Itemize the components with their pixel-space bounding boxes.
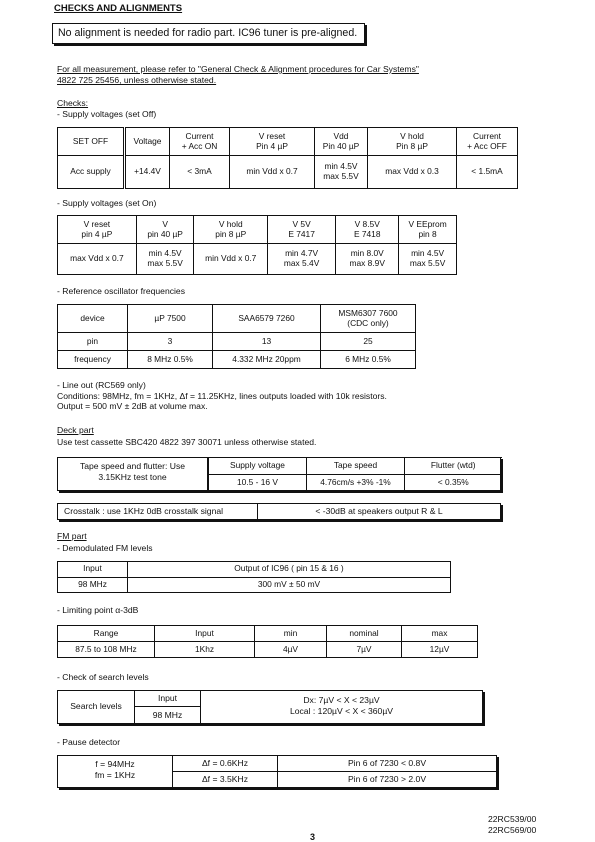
checks-heading: Checks: [57, 98, 89, 108]
header-cell: SET OFF [58, 128, 125, 156]
tape-label-cell: Tape speed and flutter: Use 3.15KHz test tone [58, 458, 208, 490]
deck-note: Use test cassette SBC420 4822 397 30071 unless otherwise stated. [57, 437, 317, 447]
crosstalk-box [57, 503, 501, 520]
header-cell: V 5V E 7417 [267, 216, 335, 244]
table-row [58, 351, 416, 369]
demod-table [57, 561, 451, 593]
table-cell: device [58, 305, 128, 333]
table-row [58, 156, 518, 189]
table-row [58, 333, 416, 351]
table-cell: min 4.5V max 5.5V [399, 244, 457, 275]
search-input-value: 98 MHz [135, 707, 201, 723]
header-cell: Voltage [125, 128, 170, 156]
table-cell: Acc supply [58, 156, 125, 189]
pause-result-2: Pin 6 of 7230 > 2.0V [347, 774, 427, 784]
supply-on-label: - Supply voltages (set On) [57, 198, 157, 208]
pause-label: - Pause detector [57, 737, 121, 747]
table-cell: 98 MHz [58, 577, 128, 593]
table-row [58, 244, 457, 275]
table-row [58, 642, 478, 658]
supply-off-label: - Supply voltages (set Off) [57, 109, 157, 119]
search-label: - Check of search levels [57, 672, 149, 682]
pause-conditions: f = 94MHz fm = 1KHz [58, 756, 173, 787]
table-cell: 3 [128, 333, 213, 351]
header-cell: Flutter (wtd) [405, 458, 502, 475]
model-numbers [488, 814, 536, 835]
limiting-label: - Limiting point α-3dB [57, 605, 139, 615]
alignment-notice: No alignment is needed for radio part. IC96 tuner is pre-aligned. [52, 23, 365, 44]
header-cell: Current + Acc ON [170, 128, 230, 156]
tape-table [57, 457, 501, 491]
line-out-section [57, 380, 387, 412]
search-levels-values [201, 695, 482, 716]
deck-heading: Deck part [57, 425, 94, 435]
table-cell: min Vdd x 0.7 [194, 244, 268, 275]
search-dx: Dx: 7µV < X < 23µV [303, 695, 380, 705]
table-cell: 6 MHz 0.5% [321, 351, 416, 369]
table-cell: max Vdd x 0.3 [368, 156, 457, 189]
header-cell: nominal [327, 626, 402, 642]
line-out-conditions: Conditions: 98MHz, fm = 1KHz, Δf = 11.25KHz, lines outputs loaded with 10k resistors. [57, 390, 387, 401]
header-cell: Supply voltage [209, 458, 307, 475]
header-cell: V hold pin 8 µP [194, 216, 268, 244]
header-cell: Output of IC96 ( pin 15 & 16 ) [128, 562, 451, 578]
pause-table [57, 755, 497, 788]
table-cell: 4µV [255, 642, 327, 658]
table-cell: 12µV [402, 642, 478, 658]
intro-text [57, 64, 419, 85]
intro-line-2: 4822 725 25456, unless otherwise stated. [57, 74, 217, 85]
header-cell: Input [58, 562, 128, 578]
search-row-label: Search levels [58, 691, 135, 723]
table-cell: +14.4V [125, 156, 170, 189]
table-header-row [209, 458, 502, 475]
crosstalk-label: Crosstalk : use 1KHz 0dB crosstalk signal [58, 504, 258, 519]
intro-line-1: For all measurement, please refer to "General Check & Alignment procedures for Car Systems" [57, 64, 419, 74]
header-cell: V reset pin 4 µP [58, 216, 137, 244]
pause-result-1: Pin 6 of 7230 < 0.8V [278, 756, 496, 772]
table-header-row [58, 562, 451, 578]
line-out-label: - Line out (RC569 only) [57, 380, 146, 390]
table-cell: 4.76cm/s +3% -1% [307, 475, 405, 491]
table-cell: 7µV [327, 642, 402, 658]
header-cell: Current + Acc OFF [457, 128, 518, 156]
fm-heading: FM part [57, 531, 87, 541]
table-cell: min 8.0V max 8.9V [336, 244, 399, 275]
table-cell: 87.5 to 108 MHz [58, 642, 155, 658]
table-cell: 10.5 - 16 V [209, 475, 307, 491]
table-cell: < 1.5mA [457, 156, 518, 189]
model-number: 22RC569/00 [488, 824, 537, 835]
demod-label: - Demodulated FM levels [57, 543, 153, 553]
osc-label: - Reference oscillator frequencies [57, 286, 186, 296]
table-row [209, 475, 502, 491]
table-header-row [58, 128, 518, 156]
table-header-row [58, 216, 457, 244]
table-cell: SAA6579 7260 [213, 305, 321, 333]
table-cell: < 3mA [170, 156, 230, 189]
header-cell: V hold Pin 8 µP [368, 128, 457, 156]
search-local: Local : 120µV < X < 360µV [289, 705, 394, 716]
table-cell: min 4.7V max 5.4V [267, 244, 335, 275]
header-cell: V pin 40 µP [136, 216, 194, 244]
table-cell: 13 [213, 333, 321, 351]
table-cell: µP 7500 [128, 305, 213, 333]
table-cell: 4.332 MHz 20ppm [213, 351, 321, 369]
model-number: 22RC539/00 [488, 814, 537, 824]
header-cell: V 8.5V E 7418 [336, 216, 399, 244]
page-title: CHECKS AND ALIGNMENTS [54, 3, 183, 14]
search-input-header: Input [135, 691, 201, 707]
table-cell: 1Khz [155, 642, 255, 658]
header-cell: V reset Pin 4 µP [230, 128, 315, 156]
table-cell: min Vdd x 0.7 [230, 156, 315, 189]
pause-df-1: Δf = 0.6KHz [173, 756, 278, 772]
line-out-output: Output = 500 mV ± 2dB at volume max. [57, 401, 208, 412]
header-cell: max [402, 626, 478, 642]
table-cell: min 4.5V max 5.5V [136, 244, 194, 275]
table-row [58, 577, 451, 593]
page-number: 3 [310, 832, 316, 842]
crosstalk-value: < -30dB at speakers output R & L [315, 506, 443, 516]
table-cell: MSM6307 7600 (CDC only) [321, 305, 416, 333]
header-cell: Range [58, 626, 155, 642]
header-cell: V EEprom pin 8 [399, 216, 457, 244]
search-table [57, 690, 483, 724]
table-cell: 300 mV ± 50 mV [128, 577, 451, 593]
header-cell: Vdd Pin 40 µP [315, 128, 368, 156]
table-cell: 8 MHz 0.5% [128, 351, 213, 369]
limiting-table [57, 625, 478, 658]
table-cell: 25 [321, 333, 416, 351]
table-row [58, 305, 416, 333]
tape-values-table [208, 457, 502, 491]
table-cell: max Vdd x 0.7 [58, 244, 137, 275]
table-header-row [58, 626, 478, 642]
table-cell: < 0.35% [405, 475, 502, 491]
header-cell: Input [155, 626, 255, 642]
supply-off-table [57, 127, 518, 189]
pause-df-2: Δf = 3.5KHz [173, 772, 278, 787]
osc-table [57, 304, 416, 369]
table-cell: frequency [58, 351, 128, 369]
header-cell: Tape speed [307, 458, 405, 475]
table-cell: min 4.5V max 5.5V [315, 156, 368, 189]
supply-on-table [57, 215, 457, 275]
table-cell: pin [58, 333, 128, 351]
header-cell: min [255, 626, 327, 642]
